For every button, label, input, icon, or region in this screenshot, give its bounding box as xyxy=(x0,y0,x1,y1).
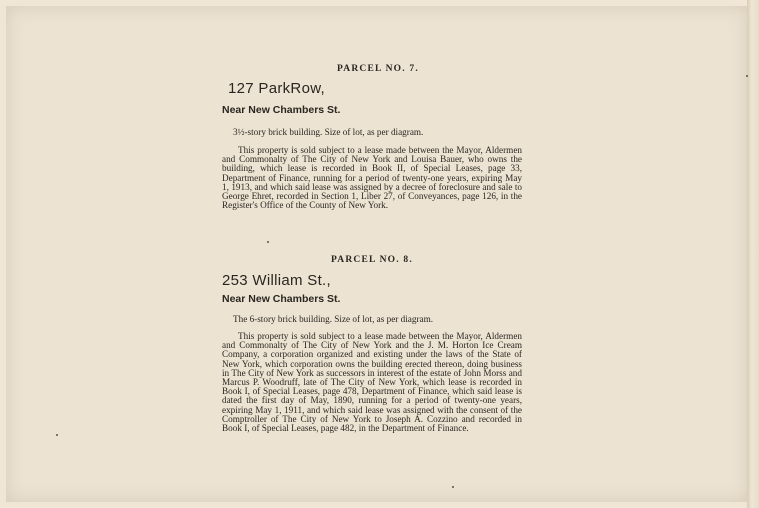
parcel-7-building: 3½-story brick building. Size of lot, as per diagram. xyxy=(233,127,424,137)
parcel-7-body: This property is sold subject to a lease made between the Mayor, Aldermen and Commonalty of The City of New York and Louisa Bauer, who owns the building, which lease is recorded in Book II, of Special Leases, page 33, Department of Finance, running for a period of twenty-one years, expiring May 1, 1913, and which said lease was assigned by a decree of foreclosure and sale to George Ehret, recorded in Section 1, Liber 27, of Conveyances, page 126, in the Register's Office of the County of New York. xyxy=(222,145,522,211)
page-binding-edge xyxy=(747,0,759,508)
parcel-8-near: Near New Chambers St. xyxy=(222,293,341,305)
parcel-8-body: This property is sold subject to a lease made between the Mayor, Aldermen and Commonalty of The City of New York and the J. M. Horton Ice Cream Company, a corporation organized and existing under the laws of the State of New York, which corporation owns the building erected thereon, doing business in The City of New York as successors in interest of the estate of John Morss and Marcus P. Woodruff, late of The City of New York, which lease is recorded in Book I, of Special Leases, page 478, Department of Finance, which said lease is dated the first day of May, 1890, running for a period of twenty-one years, expiring May 1, 1911, and which said lease was assigned with the consent of the Comptroller of The City of New York to Joseph A. Cozzino and recorded in Book I, of Special Leases, page 482, in the Department of Finance. xyxy=(222,331,522,434)
paper-speck xyxy=(267,241,269,243)
parcel-7-near: Near New Chambers St. xyxy=(222,104,341,116)
parcel-7-address: 127 ParkRow, xyxy=(228,80,325,97)
parcel-8-building: The 6-story brick building. Size of lot, as per diagram. xyxy=(233,314,434,324)
paper-speck xyxy=(452,486,454,488)
parcel-8-address: 253 William St., xyxy=(222,272,331,289)
paper-speck xyxy=(56,434,58,436)
parcel-7-heading: PARCEL NO. 7. xyxy=(337,64,419,74)
parcel-8-heading: PARCEL NO. 8. xyxy=(331,255,413,265)
paper-speck xyxy=(746,75,748,77)
